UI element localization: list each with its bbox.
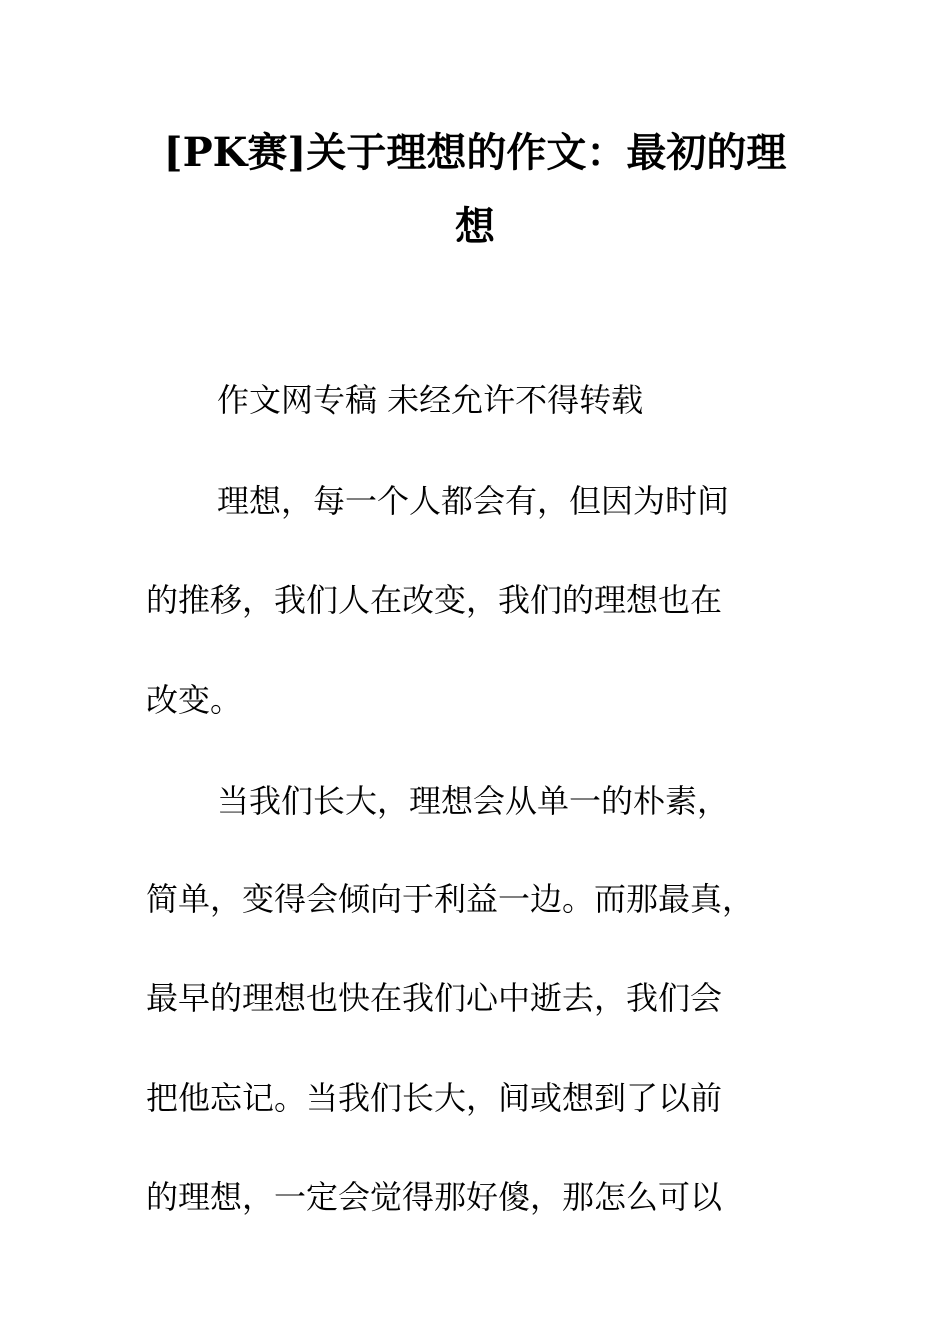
source-notice: 作文网专稿 未经允许不得转载 [217, 381, 644, 419]
paragraph-line: 当我们长大，理想会从单一的朴素， [217, 782, 730, 820]
paragraph-line: 理想，每一个人都会有，但因为时间 [217, 482, 730, 520]
paragraph-line: 的理想，一定会觉得那好傻，那怎么可以 [146, 1178, 723, 1216]
paragraph-line: 的推移，我们人在改变，我们的理想也在 [146, 581, 723, 619]
document-title-line-1: [PK赛]关于理想的作文：最初的理 [163, 129, 787, 176]
paragraph-line: 改变。 [146, 681, 243, 719]
paragraph-line: 最早的理想也快在我们心中逝去，我们会 [146, 979, 723, 1017]
paragraph-line: 简单，变得会倾向于利益一边。而那最真， [146, 880, 755, 918]
document-title-line-2: 想 [455, 203, 495, 250]
paragraph-line: 把他忘记。当我们长大，间或想到了以前 [146, 1079, 723, 1117]
